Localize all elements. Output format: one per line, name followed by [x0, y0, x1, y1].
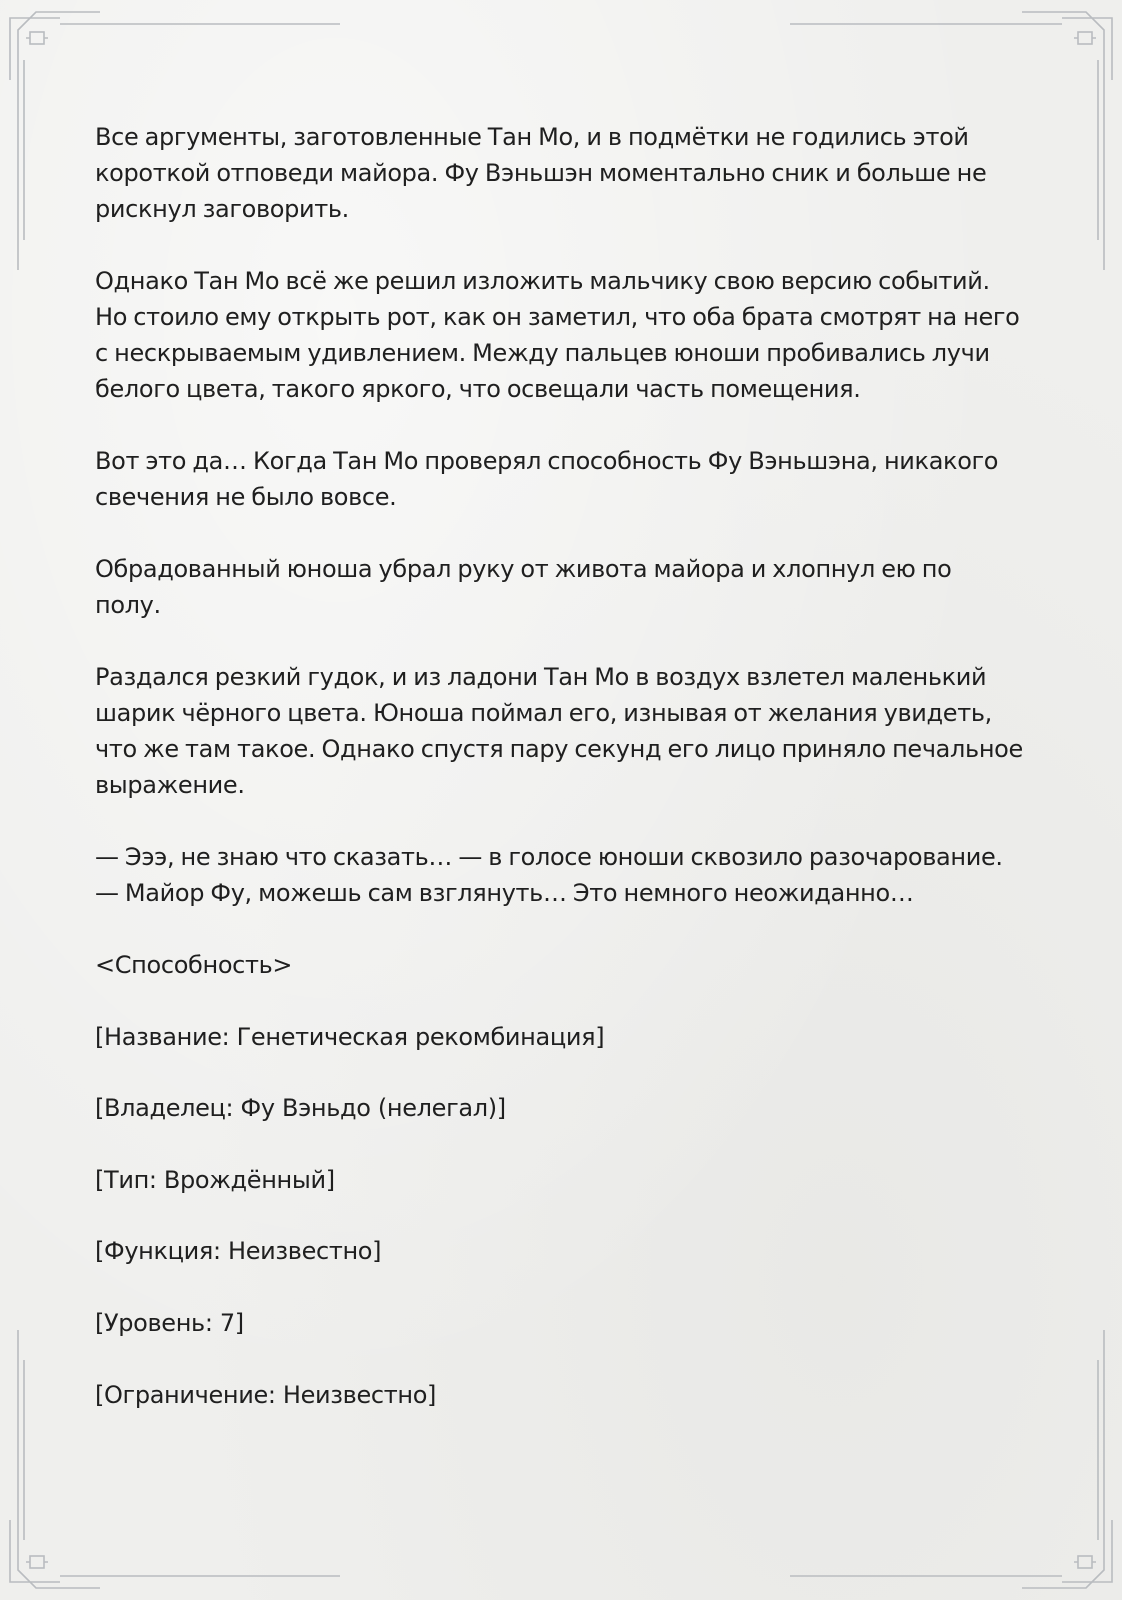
paragraph	[95, 551, 1035, 623]
text-line: короткой отповеди майора. Фу Вэньшэн моментально сник и больше не	[95, 159, 987, 187]
text-line: с нескрываемым удивлением. Между пальцев юноши пробивались лучи	[95, 339, 990, 367]
ability-owner: [Владелец: Фу Вэньдо (нелегал)]	[95, 1094, 506, 1123]
text-line: Однако Тан Мо всё же решил изложить мальчику свою версию событий.	[95, 267, 990, 295]
dialogue-line: — Эээ, не знаю что сказать… — в голосе юноши сквозило разочарование.	[95, 843, 1003, 871]
text-line: белого цвета, такого яркого, что освещали часть помещения.	[95, 375, 861, 403]
ability-name: [Название: Генетическая рекомбинация]	[95, 1022, 605, 1051]
paragraph	[95, 263, 1035, 407]
text-line: Но стоило ему открыть рот, как он заметил, что оба брата смотрят на него	[95, 303, 1020, 331]
ability-level: [Уровень: 7]	[95, 1308, 244, 1337]
dialogue-line: — Майор Фу, можешь сам взглянуть… Это немного неожиданно…	[95, 879, 914, 907]
ability-header: <Способность>	[95, 951, 293, 979]
text-line: шарик чёрного цвета. Юноша поймал его, изнывая от желания увидеть,	[95, 699, 992, 727]
ability-restriction: [Ограничение: Неизвестно]	[95, 1380, 437, 1409]
ability-function: [Функция: Неизвестно]	[95, 1237, 382, 1266]
text-line: что же там такое. Однако спустя пару секунд его лицо приняло печальное	[95, 735, 1023, 763]
ability-type: [Тип: Врождённый]	[95, 1165, 335, 1194]
text-line: Раздался резкий гудок, и из ладони Тан Мо в воздух взлетел маленький	[95, 663, 987, 691]
document-body	[95, 119, 1035, 1448]
paragraph	[95, 119, 1035, 227]
text-line: полу.	[95, 591, 161, 619]
text-line: свечения не было вовсе.	[95, 483, 397, 511]
text-line: Обрадованный юноша убрал руку от живота майора и хлопнул ею по	[95, 555, 952, 583]
text-line: Все аргументы, заготовленные Тан Мо, и в подмётки не годились этой	[95, 123, 969, 151]
paragraph	[95, 443, 1035, 515]
text-line: выражение.	[95, 771, 245, 799]
text-line: Вот это да… Когда Тан Мо проверял способность Фу Вэньшэна, никакого	[95, 447, 999, 475]
text-line: рискнул заговорить.	[95, 195, 349, 223]
paragraph	[95, 659, 1035, 803]
dialogue-paragraph	[95, 839, 1035, 911]
